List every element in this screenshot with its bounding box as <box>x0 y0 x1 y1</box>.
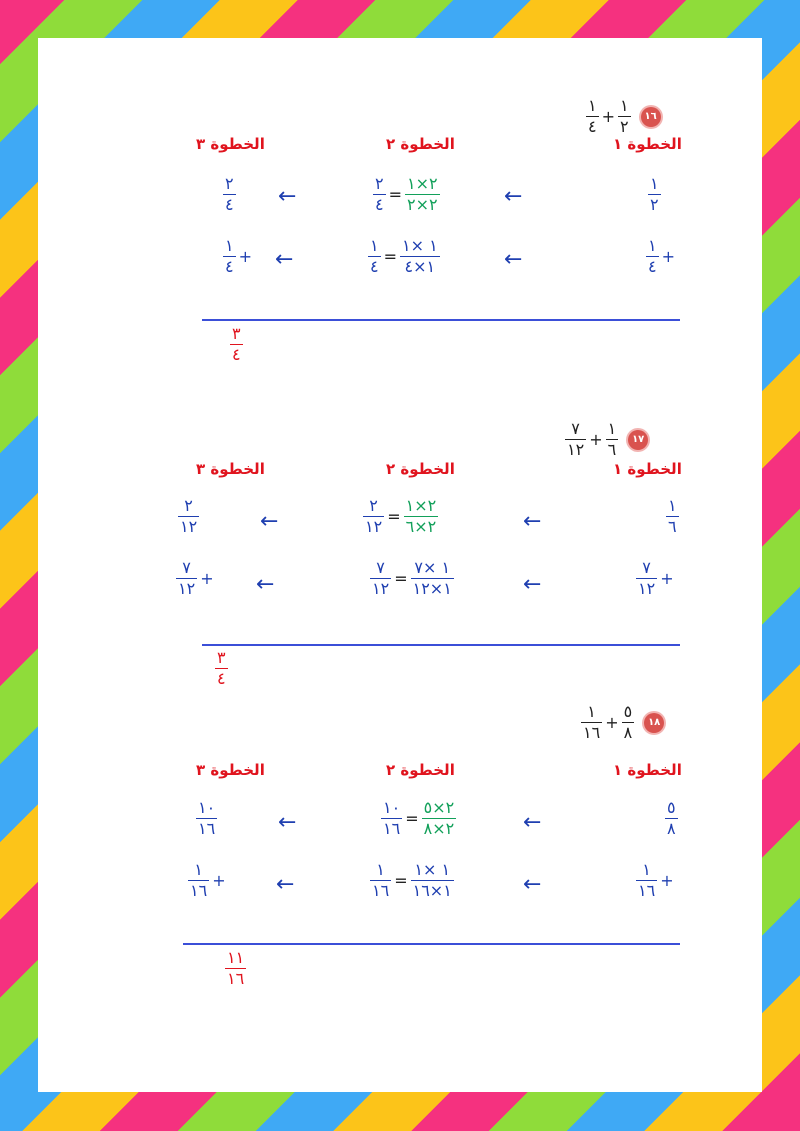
problem-number-badge: ١٦ <box>641 107 661 127</box>
step-2-row-2: $\frac{١}{٤}$ = $\frac{١ \times ١}{١\times ٤}$ <box>370 236 438 277</box>
problem-number-badge: ١٨ <box>644 713 664 733</box>
question-fraction-a: $\frac{٥}{٨}$ <box>623 702 633 743</box>
result-fraction: $\frac{٣}{٤}$ <box>232 324 241 365</box>
step-2-row-2: $\frac{١}{١٦}$ = $\frac{١ \times ١}{١\times ١٦}$ <box>372 860 452 901</box>
question-fraction-b: $\frac{١}{٤}$ <box>588 96 597 137</box>
arrow-icon: ← <box>523 872 542 897</box>
step-2-header: الخطوة ٢ <box>386 460 455 478</box>
step-2-row-2: $\frac{٧}{١٢}$ = $\frac{١ \times ٧}{١\times ١٢}$ <box>372 558 452 599</box>
worksheet-page <box>38 38 762 1092</box>
step-1-row-1: $\frac{١}{٦}$ <box>668 496 677 537</box>
step-1-row-1: $\frac{٥}{٨}$ <box>667 798 676 839</box>
step-3-header: الخطوة ٣ <box>196 135 265 153</box>
arrow-icon: ← <box>278 810 297 835</box>
arrow-icon: ← <box>523 572 542 597</box>
problem-number-badge: ١٧ <box>628 430 648 450</box>
plus-sign: + <box>601 107 615 127</box>
arrow-icon: ← <box>504 184 523 209</box>
step-3-header: الخطوة ٣ <box>196 761 265 779</box>
arrow-icon: ← <box>276 872 295 897</box>
plus-sign: + <box>605 713 619 733</box>
question-fraction-b: $\frac{٧}{١٢}$ <box>567 419 585 460</box>
step-1-row-2: $\frac{١}{٤}$ + <box>648 236 675 277</box>
step-2-row-1: $\frac{١٠}{١٦}$ = $\frac{٢\times ٥}{٢\times ٨}$ <box>383 798 455 839</box>
result-fraction: $\frac{١١}{١٦}$ <box>227 948 245 989</box>
plus-sign: + <box>589 430 603 450</box>
step-2-header: الخطوة ٢ <box>386 761 455 779</box>
arrow-icon: ← <box>260 509 279 534</box>
step-1-header: الخطوة ١ <box>613 460 682 478</box>
problem-question <box>581 704 664 741</box>
sum-line <box>202 319 680 321</box>
step-3-row-2: $\frac{٧}{١٢}$ + <box>178 558 214 599</box>
step-3-row-1: $\frac{٢}{١٢}$ <box>180 496 198 537</box>
step-2-row-1: $\frac{٢}{٤}$ = $\frac{٢\times ١}{٢\times ٢}$ <box>375 174 438 215</box>
step-1-row-1: $\frac{١}{٢}$ <box>650 174 659 215</box>
arrow-icon: ← <box>523 810 542 835</box>
arrow-icon: ← <box>256 572 275 597</box>
question-fraction-a: $\frac{١}{٦}$ <box>607 419 617 460</box>
arrow-icon: ← <box>278 184 297 209</box>
problem-question <box>586 98 661 135</box>
step-2-row-1: $\frac{٢}{١٢}$ = $\frac{٢\times ١}{٢\times ٦}$ <box>365 496 437 537</box>
arrow-icon: ← <box>504 247 523 272</box>
step-1-header: الخطوة ١ <box>613 761 682 779</box>
step-3-row-1: $\frac{١٠}{١٦}$ <box>198 798 216 839</box>
arrow-icon: ← <box>523 509 542 534</box>
question-fraction-b: $\frac{١}{١٦}$ <box>583 702 601 743</box>
question-fraction-a: $\frac{١}{٢}$ <box>620 96 629 137</box>
step-3-row-1: $\frac{٢}{٤}$ <box>225 174 234 215</box>
result-fraction: $\frac{٣}{٤}$ <box>217 648 226 689</box>
problem-question <box>565 421 648 458</box>
sum-line <box>202 644 680 646</box>
step-3-row-2: $\frac{١}{٤}$ + <box>225 236 252 277</box>
step-2-header: الخطوة ٢ <box>386 135 455 153</box>
step-1-row-2: $\frac{١}{١٦}$ + <box>638 860 674 901</box>
sum-line <box>183 943 680 945</box>
arrow-icon: ← <box>275 247 294 272</box>
step-3-row-2: $\frac{١}{١٦}$ + <box>190 860 226 901</box>
step-1-row-2: $\frac{٧}{١٢}$ + <box>638 558 674 599</box>
step-1-header: الخطوة ١ <box>613 135 682 153</box>
step-3-header: الخطوة ٣ <box>196 460 265 478</box>
